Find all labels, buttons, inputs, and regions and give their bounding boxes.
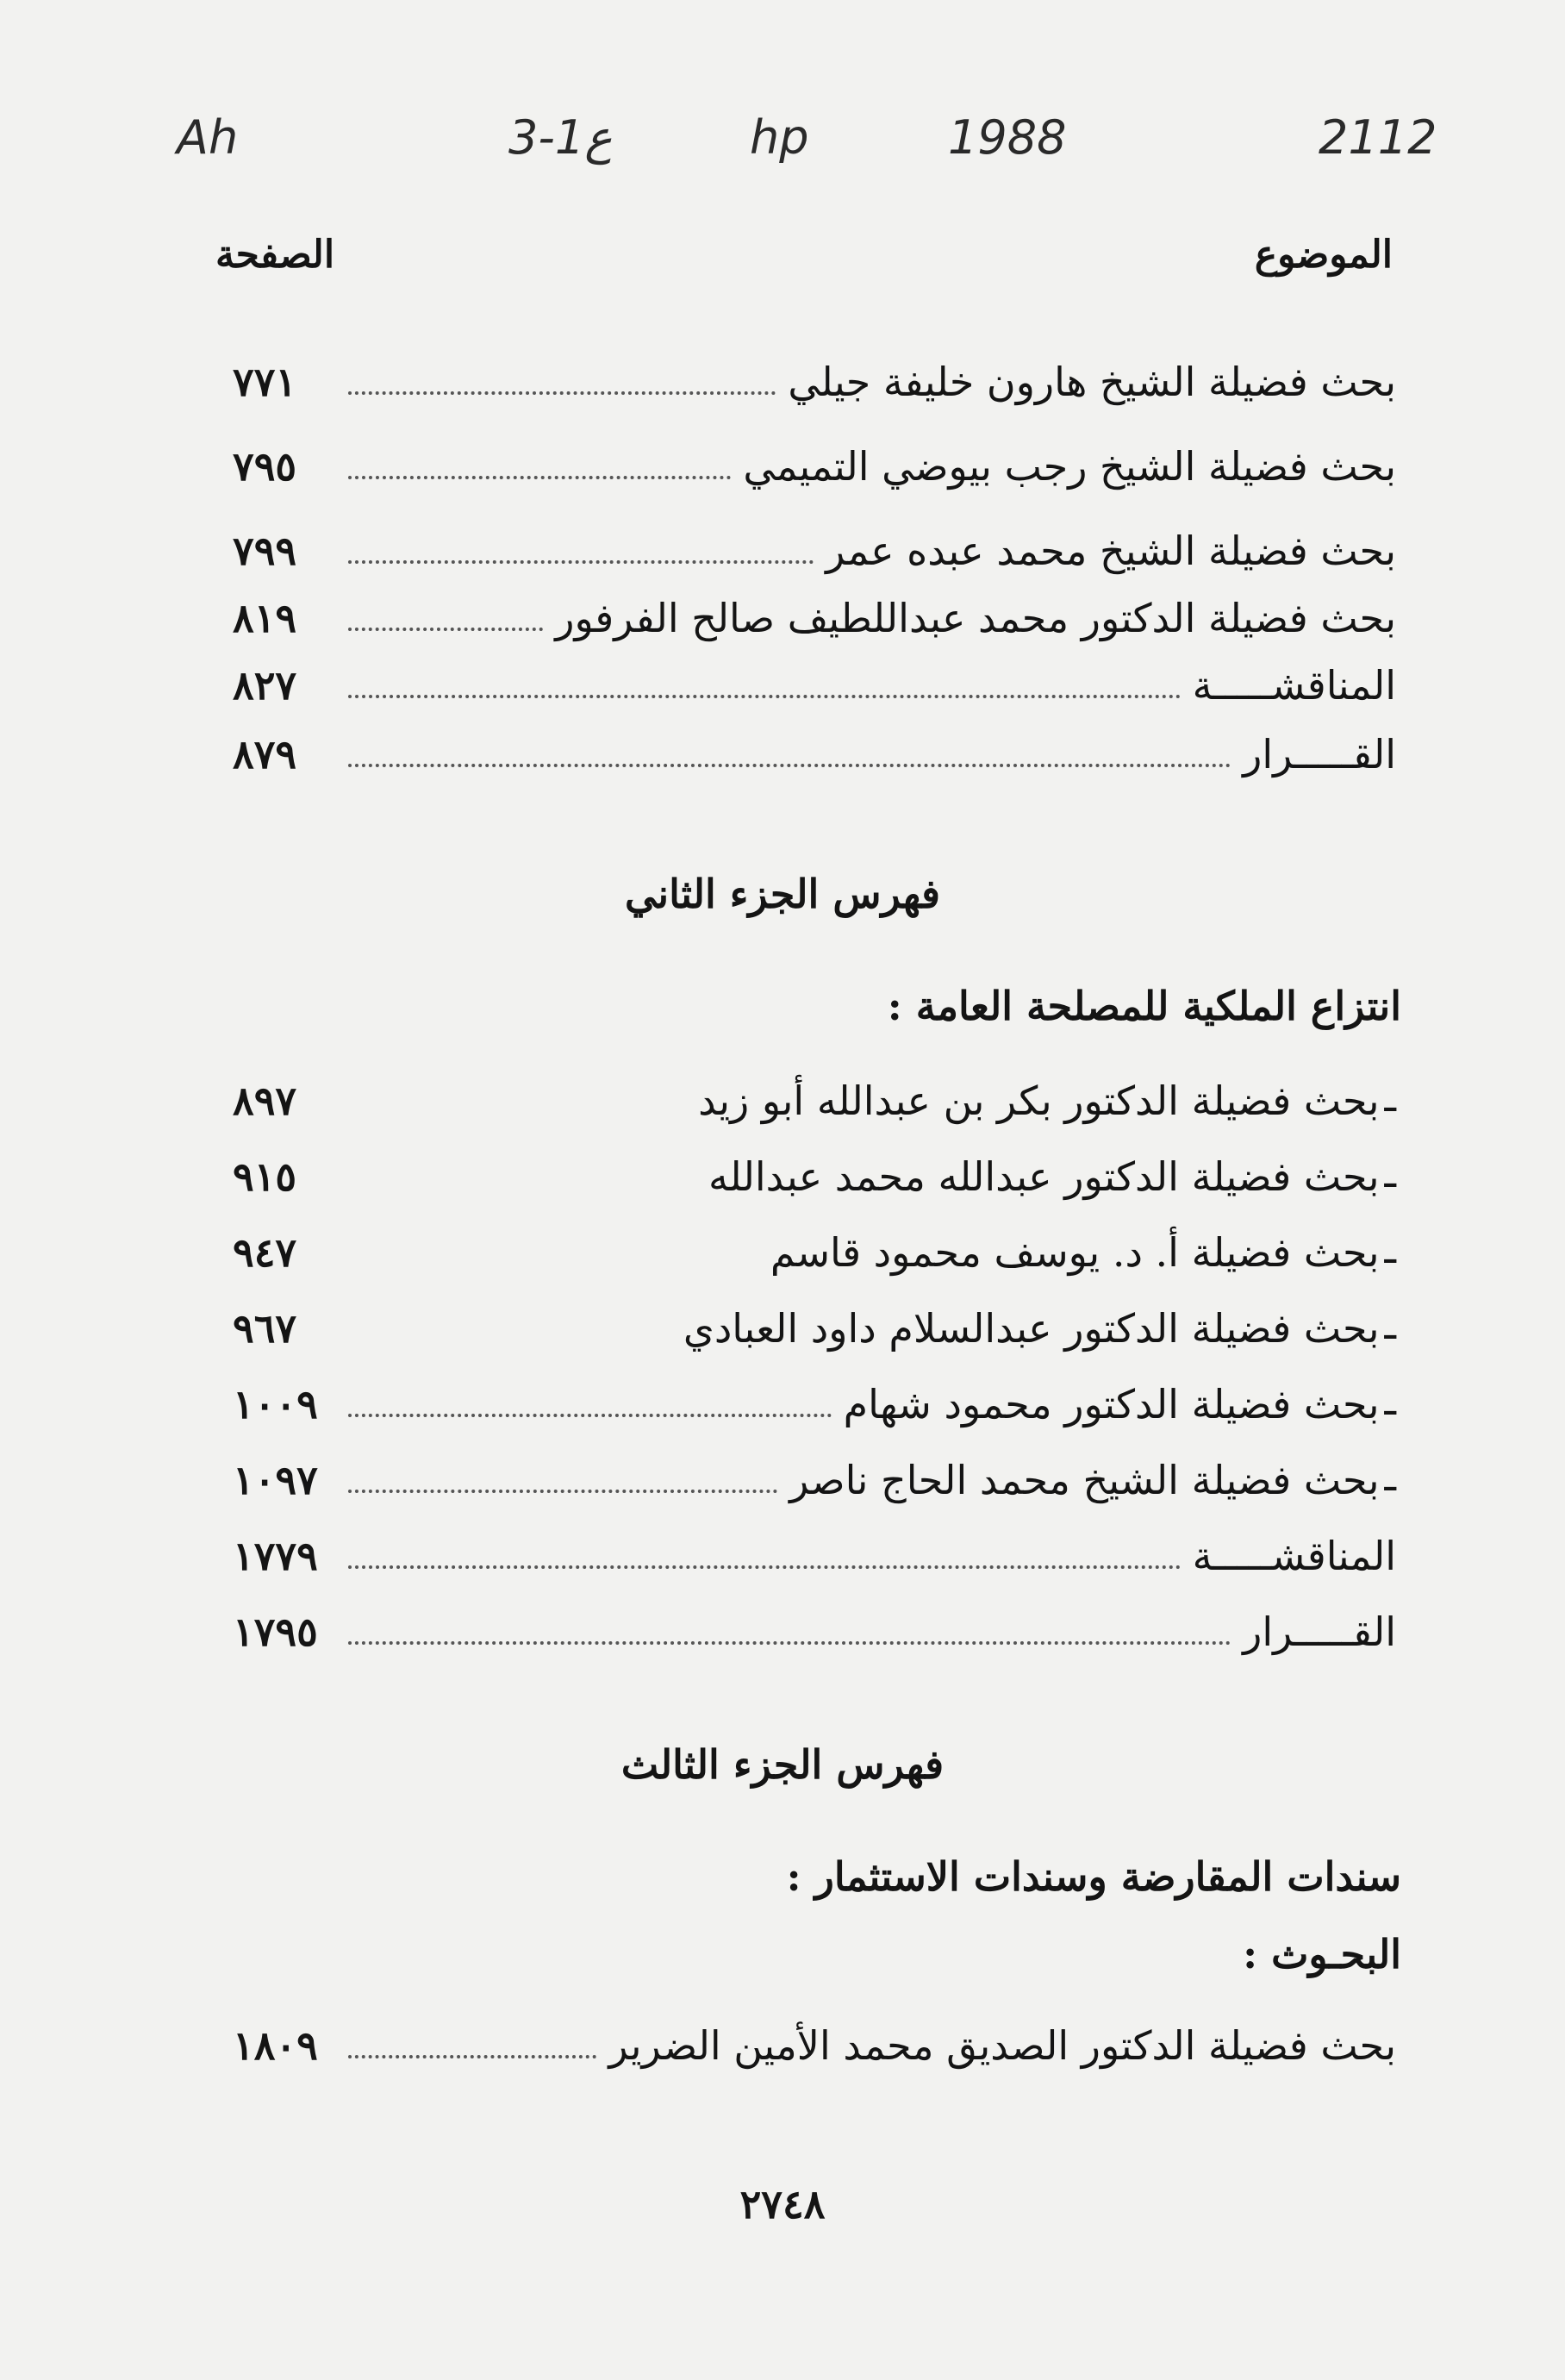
toc-entry-page: ٨٩٧ (233, 1078, 297, 1124)
toc-entry-page: ٧٩٩ (233, 528, 297, 574)
toc-entry-title: بحث فضيلة أ. د. يوسف محمود قاسم (770, 1229, 1380, 1276)
toc-entry-page: ٧٧١ (233, 359, 297, 405)
toc-entry (233, 1055, 1396, 1124)
toc-entry-title: بحث فضيلة الشيخ هارون خليفة جيلي (788, 359, 1396, 405)
toc-entry (233, 1207, 1396, 1276)
toc-entry (233, 505, 1396, 574)
leader-dots (348, 1641, 1231, 1645)
bullet-dash: ـ (1384, 1377, 1396, 1424)
bullet-dash: ـ (1384, 1302, 1396, 1348)
handwritten-note-left: Ah (177, 110, 239, 165)
page-column-header: الصفحة (215, 233, 335, 277)
toc-entry-title: القـــــرار (1243, 1609, 1396, 1655)
toc-entry-title: بحث فضيلة الدكتور محمد عبداللطيف صالح الفرفور (555, 595, 1396, 641)
toc-entry-page: ٨٧٩ (233, 731, 297, 778)
part3-heading: فهرس الجزء الثالث (620, 1741, 945, 1788)
toc-entry-page: ١٠٠٩ (233, 1381, 318, 1427)
bullet-dash: ـ (1384, 1150, 1396, 1196)
leader-dots (348, 560, 814, 564)
leader-dots (348, 391, 776, 395)
toc-entry-page: ١٧٩٥ (233, 1609, 318, 1655)
toc-entry (233, 640, 1396, 709)
toc-entry-title: القـــــرار (1243, 731, 1396, 778)
toc-entry-page: ٨٢٧ (233, 662, 297, 709)
toc-entry-title: بحث فضيلة الدكتور بكر بن عبدالله أبو زيد (698, 1078, 1380, 1124)
part3-subsection-title: البحـوث : (1243, 1931, 1401, 1977)
toc-entry-page: ٨١٩ (233, 595, 297, 641)
leader-dots (348, 1490, 777, 1493)
toc-entry (233, 336, 1396, 405)
leader-dots (348, 2055, 596, 2058)
handwritten-note-number: 2112 (1319, 110, 1437, 165)
toc-entry-title: بحث فضيلة الشيخ رجب بيوضي التميمي (743, 443, 1396, 490)
toc-entry-page: ١٧٧٩ (233, 1533, 318, 1579)
toc-entry (233, 421, 1396, 490)
toc-entry-title: بحث فضيلة الدكتور الصديق محمد الأمين الضرير (608, 2022, 1396, 2069)
toc-entry-title: بحث فضيلة الشيخ محمد عبده عمر (826, 528, 1396, 574)
page-number: ٢٧٤٨ (739, 2181, 826, 2227)
part2-heading: فهرس الجزء الثاني (624, 871, 941, 917)
toc-entry-title: بحث فضيلة الدكتور عبدالله محمد عبدالله (708, 1153, 1380, 1200)
toc-entry-title: المناقشـــــة (1192, 662, 1396, 709)
topic-column-header: الموضوع (1254, 233, 1393, 277)
toc-entry-page: ٩٦٧ (233, 1305, 297, 1352)
toc-entry-page: ٩٤٧ (233, 1229, 297, 1276)
toc-entry-page: ٧٩٥ (233, 443, 297, 490)
toc-entry (233, 1434, 1396, 1503)
handwritten-note-abbrev: hp (750, 110, 809, 165)
bullet-dash: ـ (1384, 1453, 1396, 1500)
bullet-dash: ـ (1384, 1074, 1396, 1121)
toc-entry-title: بحث فضيلة الدكتور محمود شهام (843, 1381, 1380, 1427)
toc-entry-title: بحث فضيلة الدكتور عبدالسلام داود العبادي (683, 1305, 1380, 1352)
part3-section-title: سندات المقارضة وسندات الاستثمار : (786, 1853, 1401, 1900)
bullet-dash: ـ (1384, 1226, 1396, 1272)
toc-entry-title: بحث فضيلة الشيخ محمد الحاج ناصر (789, 1457, 1380, 1503)
toc-entry (233, 2000, 1396, 2069)
leader-dots (348, 628, 543, 631)
leader-dots (348, 476, 731, 479)
toc-entry (233, 1131, 1396, 1200)
toc-entry (233, 1586, 1396, 1655)
toc-entry (233, 709, 1396, 778)
toc-entry-page: ١٠٩٧ (233, 1457, 318, 1503)
toc-entry-page: ٩١٥ (233, 1153, 297, 1200)
leader-dots (348, 695, 1181, 698)
toc-entry-page: ١٨٠٩ (233, 2022, 318, 2069)
toc-entry (233, 1283, 1396, 1352)
leader-dots (348, 1565, 1181, 1569)
toc-entry-title: المناقشـــــة (1192, 1533, 1396, 1579)
handwritten-note-code: 3-1ع (508, 110, 613, 165)
toc-entry (233, 1359, 1396, 1427)
leader-dots (348, 1414, 832, 1417)
toc-entry (233, 572, 1396, 641)
part2-section-title: انتزاع الملكية للمصلحة العامة : (887, 983, 1401, 1029)
handwritten-note-year: 1988 (948, 110, 1067, 165)
toc-entry (233, 1510, 1396, 1579)
leader-dots (348, 764, 1231, 767)
